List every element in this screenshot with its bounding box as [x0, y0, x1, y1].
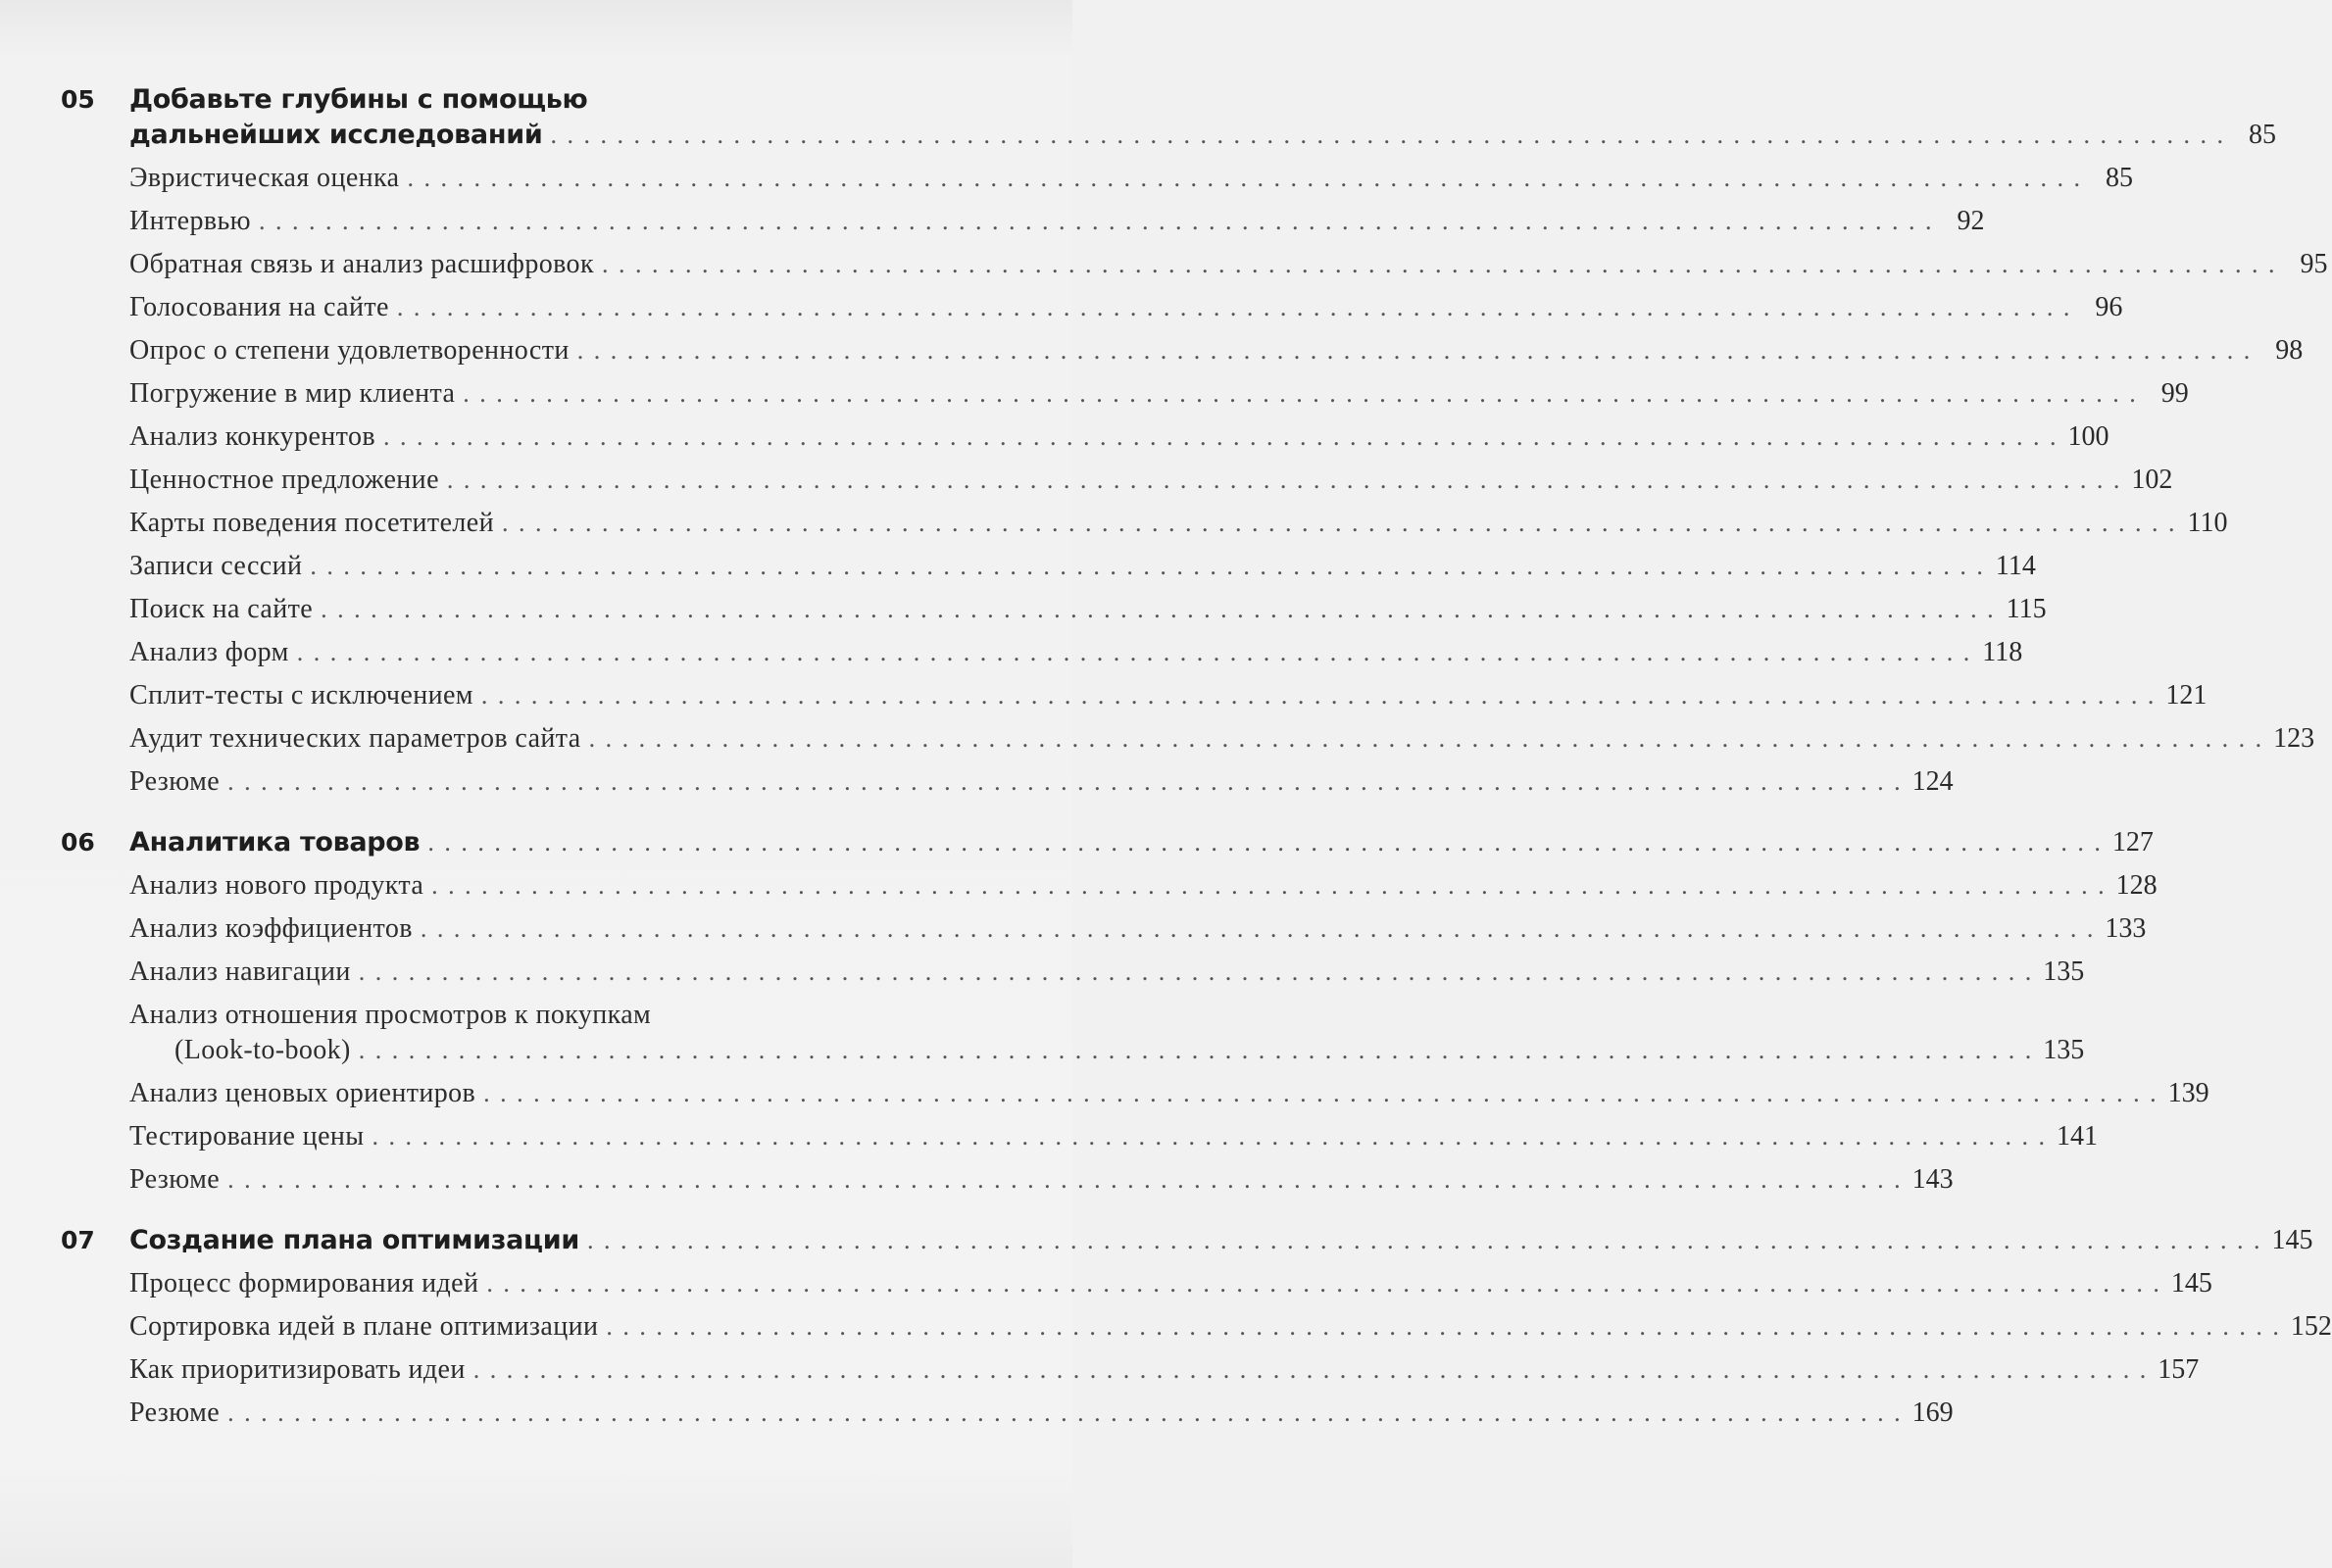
chapter-title-line1: Добавьте глубины с помощью	[129, 84, 588, 115]
chapter-page-number: 127	[2111, 827, 2154, 858]
toc-entry[interactable]	[129, 764, 1954, 800]
toc-entry[interactable]	[129, 1352, 2200, 1388]
dot-leader	[431, 871, 2107, 901]
dot-leader	[473, 1355, 2149, 1385]
toc-entry[interactable]	[129, 721, 2315, 757]
dot-leader	[427, 828, 2103, 858]
dot-leader	[321, 595, 1996, 624]
toc-entry[interactable]	[129, 247, 2328, 282]
dot-leader	[483, 1079, 2158, 1108]
toc-entry-title: Ценностное предложение	[129, 465, 439, 495]
toc-entry-page: 124	[1911, 766, 1954, 797]
toc-entry[interactable]	[129, 463, 2173, 498]
toc-entry-page: 102	[2131, 465, 2173, 495]
toc-entry-multiline[interactable]	[129, 998, 2085, 1068]
dot-leader	[587, 1226, 2262, 1255]
toc-entry-page: 115	[2006, 594, 2047, 624]
dot-leader	[359, 957, 2034, 987]
toc-entry-page: 98	[2275, 335, 2304, 366]
toc-entry-page: 121	[2165, 680, 2208, 710]
toc-entry-title: Интервью	[129, 206, 251, 236]
toc-entry-page: 143	[1911, 1164, 1954, 1195]
toc-entry-title: Сортировка идей в плане оптимизации	[129, 1311, 599, 1342]
chapter-title: Создание плана оптимизации	[129, 1225, 580, 1255]
dot-leader	[486, 1269, 2161, 1298]
toc-entry-title: Резюме	[129, 766, 221, 797]
toc-entry-page: 135	[2043, 956, 2085, 987]
dot-leader	[259, 207, 1934, 236]
toc-entry-title: Резюме	[129, 1397, 221, 1428]
toc-entry[interactable]	[129, 1076, 2209, 1111]
toc-entry[interactable]	[129, 1396, 1954, 1431]
chapter-title-line[interactable]	[129, 1223, 2313, 1258]
toc-entry[interactable]	[129, 911, 2147, 947]
toc-entry[interactable]	[129, 161, 2133, 196]
toc-entry[interactable]	[129, 204, 1985, 239]
toc-entry[interactable]	[129, 1162, 1954, 1198]
toc-entry-title: Анализ отношения просмотров к покупкам	[129, 1000, 652, 1030]
toc-entry-title: Анализ нового продукта	[129, 870, 424, 901]
toc-entry[interactable]	[129, 1119, 2098, 1154]
toc-entry-page: 128	[2115, 870, 2158, 901]
toc-entry-page: 135	[2043, 1035, 2085, 1065]
toc-entry[interactable]	[129, 549, 2036, 584]
dot-leader	[359, 1036, 2034, 1065]
dot-leader	[383, 422, 2059, 452]
toc-entry-page: 157	[2158, 1354, 2200, 1385]
chapter-title-block	[129, 825, 2154, 860]
chapter-heading	[61, 82, 2276, 153]
chapter-title: Аналитика товаров	[129, 827, 421, 858]
toc-entry-title: Аудит технических параметров сайта	[129, 723, 581, 754]
toc-entry-title: Поиск на сайте	[129, 594, 314, 624]
dot-leader	[407, 164, 2082, 193]
chapter-title-line2: дальнейших исследований	[129, 120, 543, 150]
dot-leader	[502, 509, 2177, 538]
dot-leader	[397, 293, 2072, 322]
toc-entry-title: Эвристическая оценка	[129, 163, 400, 193]
toc-entry[interactable]	[129, 635, 2023, 670]
toc-entry-title: Тестирование цены	[129, 1121, 365, 1152]
dot-leader	[463, 379, 2138, 409]
dot-leader	[421, 914, 2096, 944]
toc-entry[interactable]	[129, 955, 2085, 990]
dot-leader	[577, 336, 2253, 366]
chapter-title-line[interactable]	[129, 118, 2276, 153]
toc-entry[interactable]	[129, 419, 2109, 455]
toc-entry-title: Процесс формирования идей	[129, 1268, 479, 1298]
dot-leader	[550, 121, 2225, 150]
toc-entry-page: 169	[1911, 1397, 1954, 1428]
dot-leader	[447, 466, 2122, 495]
toc-entry-title: Анализ коэффициентов	[129, 913, 413, 944]
toc-entry-page: 100	[2067, 421, 2109, 452]
chapter-number: 07	[61, 1226, 95, 1254]
toc-entry-page: 95	[2300, 249, 2328, 279]
dot-leader	[227, 1165, 1903, 1195]
toc-entry[interactable]	[129, 1309, 2332, 1345]
toc-entry-page: 96	[2095, 292, 2123, 322]
chapter-05	[61, 82, 2328, 800]
toc-entry-title: Анализ ценовых ориентиров	[129, 1078, 476, 1108]
toc-entry[interactable]	[129, 592, 2047, 627]
toc-entry-title: Обратная связь и анализ расшифровок	[129, 249, 594, 279]
table-of-contents	[61, 82, 2332, 1456]
toc-entry-title: Анализ конкурентов	[129, 421, 375, 452]
toc-entry-title: Сплит-тесты с исключением	[129, 680, 473, 710]
dot-leader	[481, 681, 2157, 710]
chapter-title-line[interactable]	[129, 825, 2154, 860]
toc-entry-page: 85	[2105, 163, 2133, 193]
toc-entry-page: 133	[2105, 913, 2147, 944]
chapter-number: 05	[61, 85, 95, 114]
dot-leader	[227, 1398, 1903, 1428]
dot-leader	[606, 1312, 2281, 1342]
chapter-entries	[129, 1266, 2332, 1431]
toc-entry-page: 99	[2160, 378, 2189, 409]
chapter-entries	[129, 868, 2209, 1198]
toc-entry-title-line2: (Look-to-book)	[174, 1035, 351, 1065]
chapter-title-block	[129, 82, 2276, 153]
toc-entry-page: 123	[2273, 723, 2315, 754]
toc-entry-page: 110	[2187, 508, 2228, 538]
toc-entry[interactable]	[129, 1266, 2212, 1301]
toc-entry-page: 145	[2170, 1268, 2212, 1298]
toc-entry-title: Анализ навигации	[129, 956, 351, 987]
toc-entry-page: 141	[2057, 1121, 2098, 1152]
toc-entry[interactable]	[129, 376, 2189, 412]
toc-entry-title: Как приоритизировать идеи	[129, 1354, 466, 1385]
toc-entry-page: 92	[1957, 206, 1985, 236]
dot-leader	[372, 1122, 2048, 1152]
dot-leader	[589, 724, 2264, 754]
toc-entry-title: Голосования на сайте	[129, 292, 389, 322]
toc-entry-title: Погружение в мир клиента	[129, 378, 456, 409]
toc-entry[interactable]	[129, 678, 2208, 713]
toc-entry-page: 139	[2167, 1078, 2209, 1108]
chapter-07	[61, 1223, 2332, 1431]
chapter-06	[61, 825, 2209, 1198]
toc-entry-page: 152	[2290, 1311, 2332, 1342]
toc-entry-page: 114	[1995, 551, 2036, 581]
dot-leader	[310, 552, 1985, 581]
toc-entry[interactable]	[129, 333, 2304, 368]
toc-entry-title: Карты поведения посетителей	[129, 508, 494, 538]
chapter-title-block	[129, 1223, 2313, 1258]
toc-entry-title: Опрос о степени удовлетворенности	[129, 335, 570, 366]
toc-entry-title: Анализ форм	[129, 637, 289, 667]
dot-leader	[602, 250, 2277, 279]
chapter-number: 06	[61, 828, 95, 857]
toc-entry-page: 118	[1982, 637, 2023, 667]
chapter-page-number: 85	[2248, 120, 2276, 150]
dot-leader	[227, 767, 1903, 797]
toc-entry-title: Записи сессий	[129, 551, 303, 581]
toc-entry-title: Резюме	[129, 1164, 221, 1195]
toc-entry[interactable]	[129, 290, 2123, 325]
toc-entry[interactable]	[129, 868, 2158, 904]
toc-entry[interactable]	[129, 506, 2228, 541]
chapter-heading	[61, 825, 2154, 860]
chapter-entries	[129, 161, 2328, 800]
chapter-heading	[61, 1223, 2313, 1258]
toc-entry-continuation	[129, 1033, 2085, 1068]
chapter-page-number: 145	[2271, 1225, 2313, 1255]
dot-leader	[297, 638, 1972, 667]
